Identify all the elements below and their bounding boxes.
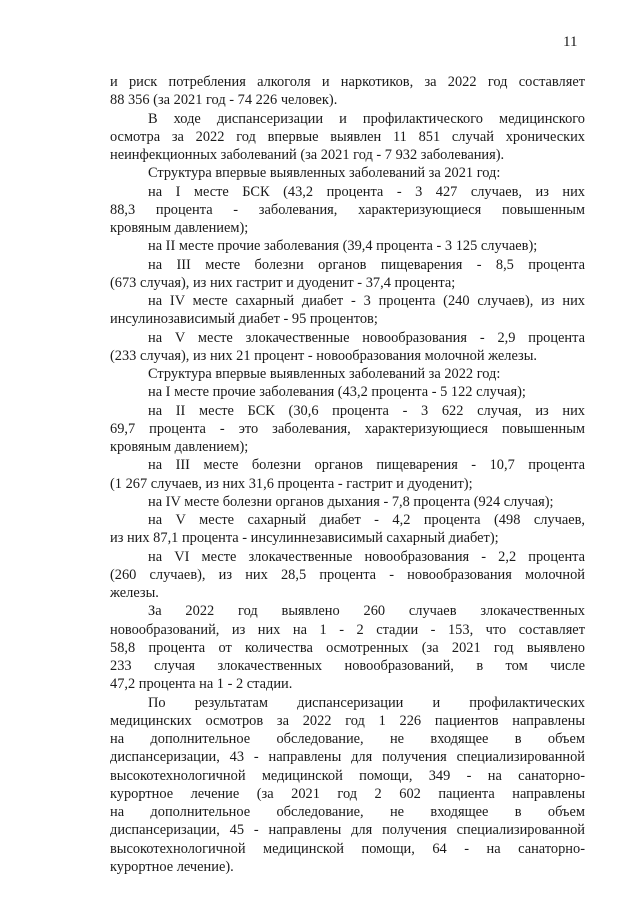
paragraph [110, 164, 585, 182]
text-line: на IV месте болезни органов дыхания - 7,8 процента (924 случая); [148, 493, 554, 510]
paragraph [110, 365, 585, 383]
body-text [110, 73, 585, 876]
page-number: 11 [563, 34, 578, 50]
paragraph [110, 456, 585, 493]
text-line: на IV месте сахарный диабет - 3 процента (240 случаев), из них [148, 293, 585, 309]
paragraph [110, 183, 585, 238]
text-line: Структура впервые выявленных заболеваний за 2021 год: [148, 165, 501, 182]
text-line: инсулинозависимый диабет - 95 процентов; [110, 311, 378, 328]
paragraph [110, 694, 585, 877]
text-line: За 2022 год выявлено 260 случаев злокачественных [148, 603, 585, 620]
text-line: на III месте болезни органов пищеварения - 8,5 процента [148, 256, 585, 273]
text-line: и риск потребления алкоголя и наркотиков, за 2022 год составляет [110, 74, 585, 90]
text-line: медицинских осмотров за 2022 год 1 226 пациентов направлены [110, 712, 585, 729]
paragraph [110, 110, 585, 165]
text-line: (1 267 случаев, из них 31,6 процента - гастрит и дуоденит); [110, 475, 473, 492]
text-line: 47,2 процента на 1 - 2 стадии. [110, 676, 293, 693]
text-line: на дополнительное обследование, не входящее в объем [110, 804, 585, 820]
text-line: кровяным давлением); [110, 439, 249, 455]
text-line: диспансеризации, 45 - направлены для получения специализированной [110, 822, 585, 839]
text-line: курортное лечение (за 2021 год 2 602 пациента направлены [110, 785, 585, 802]
text-line: 69,7 процента - это заболевания, характеризующиеся повышенным [110, 420, 585, 437]
text-line: новообразований, из них на 1 - 2 стадии - 153, что составляет [110, 621, 585, 638]
text-line: на II месте БСК (30,6 процента - 3 622 случая, из них [148, 402, 585, 419]
text-line: (260 случаев), из них 28,5 процента - новообразования молочной [110, 566, 585, 583]
text-line: (673 случая), из них гастрит и дуоденит - 37,4 процента; [110, 274, 456, 291]
text-line: 58,8 процента от количества осмотренных (за 2021 год выявлено [110, 639, 585, 656]
text-line: на I месте прочие заболевания (43,2 процента - 5 122 случая); [148, 384, 526, 401]
paragraph [110, 383, 585, 401]
paragraph [110, 402, 585, 457]
text-line: на V месте сахарный диабет - 4,2 процента (498 случаев, [148, 512, 585, 528]
paragraph [110, 237, 585, 255]
text-line: кровяным давлением); [110, 220, 249, 236]
text-line: осмотра за 2022 год впервые выявлен 11 851 случай хронических [110, 128, 585, 145]
paragraph [110, 329, 585, 366]
text-line: По результатам диспансеризации и профилактических [148, 694, 585, 711]
text-line: на I месте БСК (43,2 процента - 3 427 случаев, из них [148, 183, 585, 200]
text-line: железы. [110, 585, 159, 601]
text-line: высокотехнологичной медицинской помощи, 349 - на санаторно- [110, 767, 585, 784]
text-line: курортное лечение). [110, 858, 234, 875]
text-line: из них 87,1 процента - инсулиннезависимый сахарный диабет); [110, 530, 499, 547]
text-line: высокотехнологичной медицинской помощи, 64 - на санаторно- [110, 840, 585, 857]
paragraph [110, 548, 585, 603]
text-line: на III месте болезни органов пищеварения - 10,7 процента [148, 457, 585, 474]
text-line: (233 случая), из них 21 процент - новообразования молочной железы. [110, 347, 537, 364]
text-line: неинфекционных заболеваний (за 2021 год - 7 932 заболевания). [110, 147, 505, 163]
paragraph [110, 511, 585, 548]
text-line: 88 356 (за 2021 год - 74 226 человек). [110, 92, 338, 109]
paragraph [110, 292, 585, 329]
paragraph [110, 602, 585, 693]
paragraph [110, 493, 585, 511]
text-line: на дополнительное обследование, не входящее в объем [110, 731, 585, 747]
text-line: на VI месте злокачественные новообразования - 2,2 процента [148, 548, 585, 565]
text-line: на II месте прочие заболевания (39,4 процента - 3 125 случаев); [148, 238, 538, 255]
text-line: диспансеризации, 43 - направлены для получения специализированной [110, 749, 585, 766]
paragraph [110, 256, 585, 293]
text-line: В ходе диспансеризации и профилактического медицинского [148, 110, 585, 127]
text-line: Структура впервые выявленных заболеваний за 2022 год: [148, 366, 501, 382]
text-line: 88,3 процента - заболевания, характеризующиеся повышенным [110, 201, 585, 218]
text-line: на V месте злокачественные новообразования - 2,9 процента [148, 329, 585, 346]
paragraph [110, 73, 585, 110]
text-line: 233 случая злокачественных новообразований, в том числе [110, 658, 585, 674]
